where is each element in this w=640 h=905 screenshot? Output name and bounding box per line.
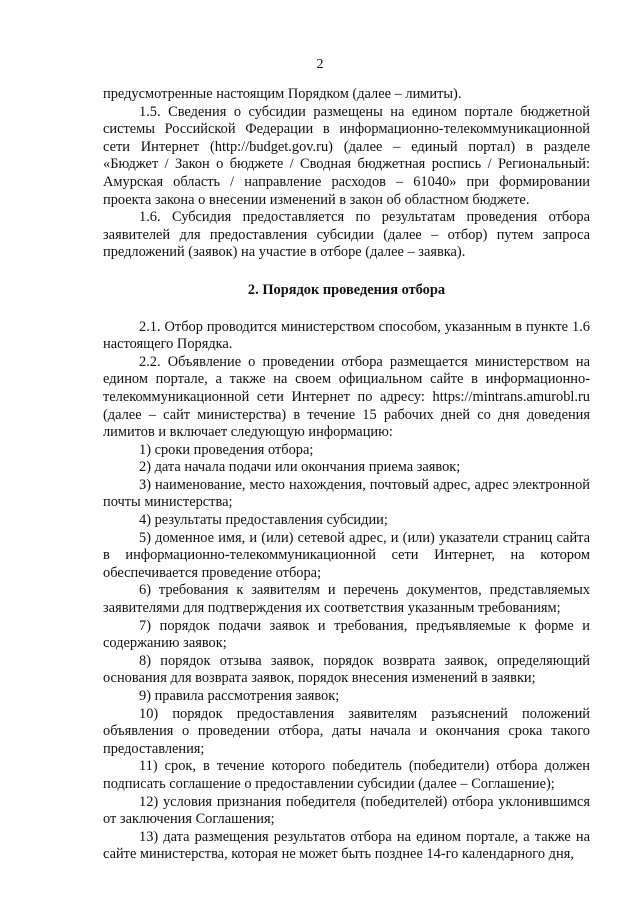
list-item: 12) условия признания победителя (победителей) отбора уклонившимся от заключения Соглашения; <box>103 793 590 828</box>
document-body <box>103 86 590 864</box>
list-item: 3) наименование, место нахождения, почтовый адрес, адрес электронной почты министерства; <box>103 476 590 511</box>
paragraph: 1.6. Субсидия предоставляется по результатам проведения отбора заявителей для предоставления субсидии (далее – отбор) путем запроса предложений (заявок) на участие в отборе (далее – заявка). <box>103 209 590 261</box>
list-item: 6) требования к заявителям и перечень документов, представляемых заявителями для подтверждения их соответствия указанным требованиям; <box>103 582 590 617</box>
list-item: 11) срок, в течение которого победитель (победители) отбора должен подписать соглашение о предоставлении субсидии (далее – Соглашение); <box>103 758 590 792</box>
list-item: 13) дата размещения результатов отбора на едином портале, а также на сайте министерства, которая не может быть позднее 14-го календарного дня, <box>103 828 590 863</box>
list-item: 9) правила рассмотрения заявок; <box>139 688 340 704</box>
list-item: 1) сроки проведения отбора; <box>139 441 314 458</box>
paragraph: 2.1. Отбор проводится министерством способом, указанным в пункте 1.6 настоящего Порядка. <box>103 318 590 353</box>
list-item: 5) доменное имя, и (или) сетевой адрес, и (или) указатели страниц сайта в информационно-телекоммуникационной сети Интернет, на котором обеспечивается проведение отбора; <box>103 529 590 581</box>
list-item: 4) результаты предоставления субсидии; <box>139 512 388 529</box>
list-item: 10) порядок предоставления заявителям разъяснений положений объявления о проведении отбора, даты начала и окончания срока такого предоставления; <box>103 705 590 757</box>
page-number: 2 <box>316 57 324 72</box>
list-item: 2) дата начала подачи или окончания приема заявок; <box>139 459 461 476</box>
paragraph: 2.2. Объявление о проведении отбора размещается министерством на едином портале, а также на своем официальном сайте в информационно-телекоммуникационной сети Интернет по адресу: https://mintrans.amurobl.ru (далее – сайт министерства) в течение 15 рабочих дней со дня доведения лимитов и включает следующую информацию: <box>103 353 590 441</box>
paragraph: предусмотренные настоящим Порядком (далее – лимиты). <box>103 86 462 102</box>
paragraph: 1.5. Сведения о субсидии размещены на едином портале бюджетной системы Российской Федерации в информационно-телекоммуникационной сети Интернет (http://budget.gov.ru) (далее – единый портал) в разделе «Бюджет / Закон о бюджете / Сводная бюджетная роспись / Региональный: Амурская область / направление расходов – 61040» при формировании проекта закона о внесении изменений в закон об областном бюджете. <box>103 103 590 208</box>
list-item: 8) порядок отзыва заявок, порядок возврата заявок, определяющий основания для возврата заявок, порядок внесения изменений в заявки; <box>103 652 590 687</box>
list-item: 7) порядок подачи заявок и требования, предъявляемые к форме и содержанию заявок; <box>103 617 590 652</box>
section-heading: 2. Порядок проведения отбора <box>247 281 446 298</box>
